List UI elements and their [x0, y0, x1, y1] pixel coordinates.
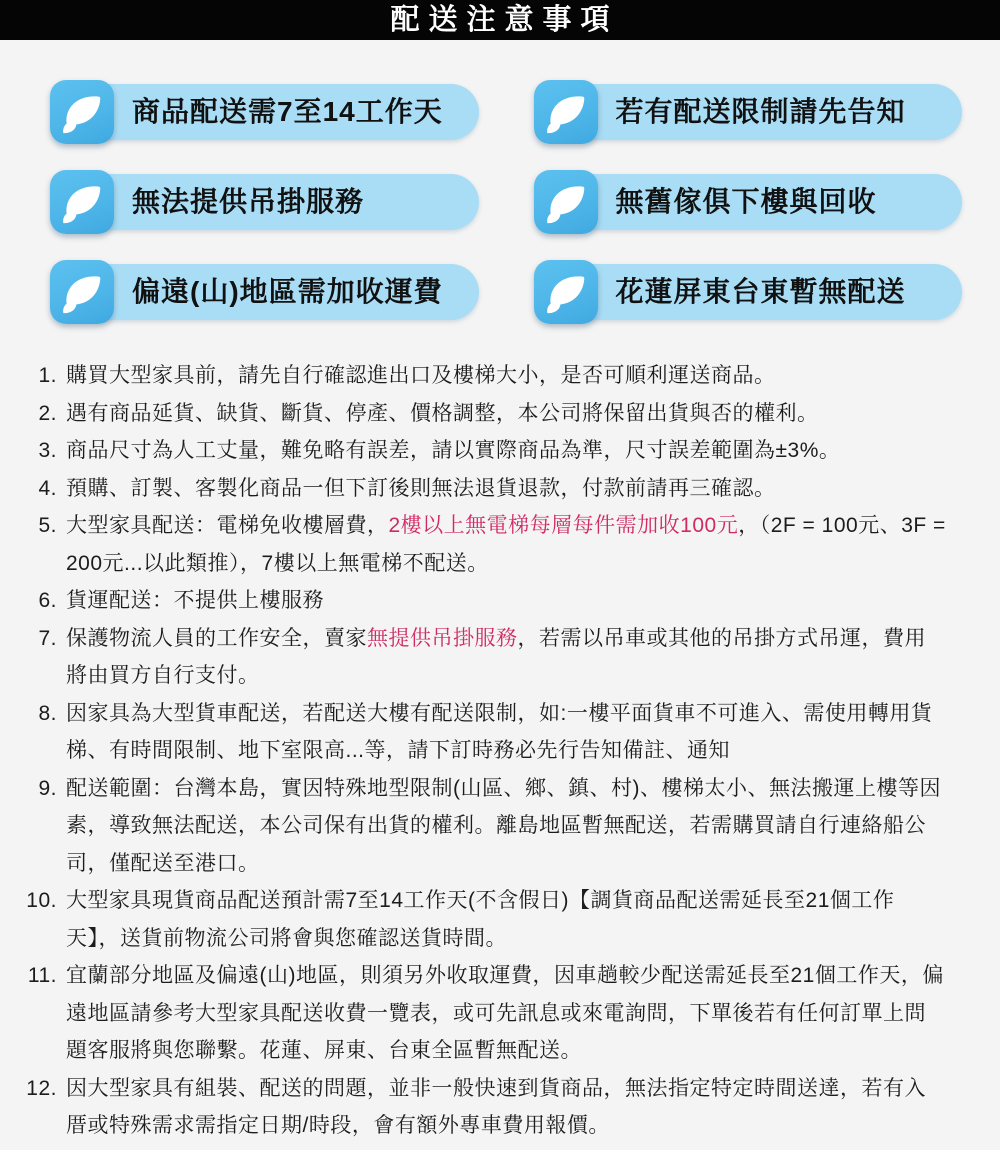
note-item	[8, 432, 970, 470]
leaf-icon	[534, 170, 598, 234]
badges-grid	[0, 40, 1000, 324]
note-item	[8, 695, 970, 770]
badge-label: 商品配送需7至14工作天	[132, 96, 443, 127]
badge-pill	[564, 264, 963, 320]
note-item	[8, 957, 970, 1070]
note-item	[8, 395, 970, 433]
delivery-badge	[534, 260, 963, 324]
note-number: 1.	[38, 364, 57, 387]
delivery-badge	[50, 170, 479, 234]
badge-label: 偏遠(山)地區需加收運費	[132, 276, 443, 307]
note-item	[8, 1070, 970, 1145]
note-text: 因大型家具有組裝、配送的問題，並非一般快速到貨商品，無法指定特定時間送達，若有入厝或特殊需求需指定日期/時段，會有額外專車費用報價。	[66, 1076, 926, 1137]
note-number: 11.	[27, 964, 57, 987]
delivery-badge	[534, 170, 963, 234]
note-number: 8.	[38, 701, 57, 725]
leaf-icon	[534, 260, 598, 324]
badge-label: 若有配送限制請先告知	[615, 96, 906, 127]
note-number: 3.	[38, 439, 57, 462]
note-item	[8, 470, 970, 508]
note-item	[8, 882, 970, 957]
note-text: 宜蘭部分地區及偏遠(山)地區，則須另外收取運費，因車趟較少配送需延長至21個工作天，偏遠地區請參考大型家具配送收費一覽表，或可先訊息或來電詢問，下單後若有任何訂單上問題客服將與您聯繫。花蓮、屏東、台東全區暫無配送。	[66, 964, 944, 1062]
delivery-badge	[534, 80, 963, 144]
note-number: 10.	[26, 889, 57, 912]
note-text: 貨運配送：不提供上樓服務	[66, 589, 324, 612]
note-text: 配送範圍：台灣本島，實因特殊地型限制(山區、鄉、鎮、村)、樓梯太小、無法搬運上樓等因素，導致無法配送，本公司保有出貨的權利。離島地區暫無配送，若需購買請自行連絡船公司，僅配送至港口。	[66, 776, 941, 875]
note-number: 9.	[38, 776, 57, 800]
note-text: 遇有商品延貨、缺貨、斷貨、停產、價格調整，本公司將保留出貨與否的權利。	[66, 401, 819, 425]
badge-pill	[564, 84, 963, 140]
note-text: 保護物流人員的工作安全，賣家無提供吊掛服務，若需以吊車或其他的吊掛方式吊運，費用將由買方自行支付。	[66, 626, 926, 687]
page-title: 配送注意事項	[390, 3, 619, 36]
note-item	[8, 620, 970, 695]
badge-pill	[564, 174, 963, 230]
badge-pill	[80, 84, 479, 140]
delivery-badge	[50, 80, 479, 144]
note-number: 5.	[38, 514, 57, 537]
note-item	[8, 770, 970, 883]
leaf-icon	[534, 80, 598, 144]
leaf-icon	[50, 260, 114, 324]
notes-list	[0, 357, 1000, 1145]
note-text: 大型家具現貨商品配送預計需7至14工作天(不含假日)【調貨商品配送需延長至21個工作天】，送貨前物流公司將會與您確認送貨時間。	[66, 889, 895, 950]
note-item	[8, 582, 970, 620]
note-number: 4.	[38, 476, 57, 500]
note-text: 購買大型家具前，請先自行確認進出口及樓梯大小，是否可順利運送商品。	[66, 364, 776, 387]
leaf-icon	[50, 170, 114, 234]
badge-label: 無舊傢俱下樓與回收	[615, 186, 877, 217]
note-number: 6.	[38, 589, 57, 612]
note-item	[8, 507, 970, 582]
badge-pill	[80, 174, 479, 230]
note-text: 大型家具配送：電梯免收樓層費，2樓以上無電梯每層每件需加收100元，（2F = 100元、3F = 200元...以此類推），7樓以上無電梯不配送。	[66, 514, 946, 575]
note-item	[8, 357, 970, 395]
badge-label: 無法提供吊掛服務	[132, 186, 365, 217]
badge-pill	[80, 264, 479, 320]
delivery-badge	[50, 260, 479, 324]
note-number: 7.	[38, 626, 57, 650]
header-bar	[0, 0, 1000, 40]
badge-label: 花蓮屏東台東暫無配送	[615, 276, 906, 307]
note-text: 因家具為大型貨車配送，若配送大樓有配送限制，如:一樓平面貨車不可進入、需使用轉用貨梯、有時間限制、地下室限高...等，請下訂時務必先行告知備註、通知	[66, 701, 933, 762]
note-text: 商品尺寸為人工丈量，難免略有誤差，請以實際商品為準，尺寸誤差範圍為±3%。	[66, 439, 841, 462]
leaf-icon	[50, 80, 114, 144]
note-text: 預購、訂製、客製化商品一但下訂後則無法退貨退款，付款前請再三確認。	[66, 476, 776, 500]
note-number: 2.	[38, 401, 57, 425]
note-number: 12.	[26, 1076, 57, 1100]
